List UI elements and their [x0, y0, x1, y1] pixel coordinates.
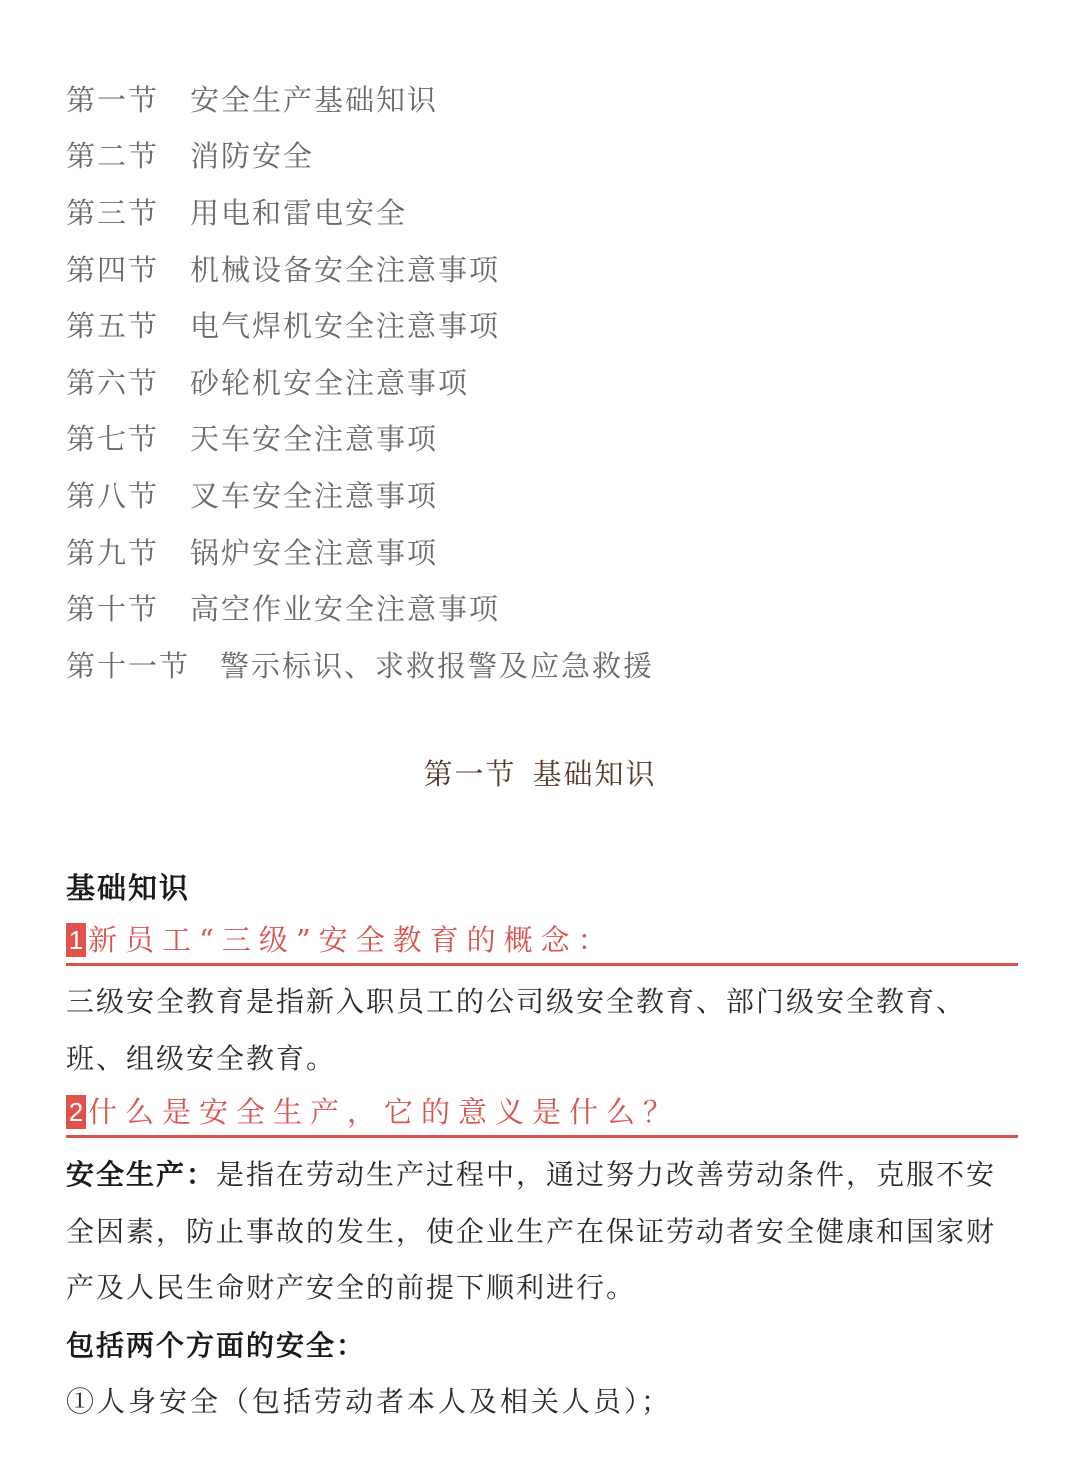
aspects-heading: 包括两个方面的安全：: [66, 1329, 367, 1362]
toc-item[interactable]: [66, 636, 654, 693]
toc-item-number: 第十节: [66, 592, 160, 627]
answer-text: 是指在劳动生产过程中，通过努力改善劳动条件，克服不安全因素，防止事故的发生，使企业生产在保证劳动者安全健康和国家财产及人民生命财产安全的前提下顺利进行。: [66, 1158, 997, 1304]
toc-item-number: 第九节: [66, 535, 160, 570]
toc-item-title: 天车安全注意事项: [190, 422, 439, 457]
toc-item[interactable]: [66, 240, 654, 297]
question-title: 新员工“三级”安全教育的概念：: [88, 923, 615, 957]
toc-item-number: 第八节: [66, 478, 160, 513]
question-number-badge: 2: [66, 1095, 86, 1129]
section-heading-number: 第一节: [423, 757, 517, 791]
toc-item-number: 第六节: [66, 365, 160, 400]
answer-label: 安全生产：: [66, 1158, 217, 1191]
toc-item[interactable]: [66, 183, 654, 240]
toc-item-title: 用电和雷电安全: [190, 195, 408, 230]
toc-item[interactable]: [66, 353, 654, 410]
toc-item-number: 第十一节: [66, 648, 191, 683]
section-heading-title: 基础知识: [532, 757, 657, 791]
toc-item-title: 警示标识、求救报警及应急救援: [220, 648, 655, 683]
toc-item-number: 第五节: [66, 309, 160, 344]
toc-item-title: 锅炉安全注意事项: [190, 535, 439, 570]
answer-paragraph-1: 三级安全教育是指新入职员工的公司级安全教育、部门级安全教育、班、组级安全教育。: [66, 985, 967, 1075]
toc-item[interactable]: [66, 466, 654, 523]
toc-item-title: 叉车安全注意事项: [190, 478, 439, 513]
toc-item[interactable]: [66, 579, 654, 636]
toc-item[interactable]: [66, 70, 654, 127]
toc-item[interactable]: [66, 523, 654, 580]
toc-item-number: 第二节: [66, 139, 160, 174]
question-heading-2: [66, 1090, 1018, 1138]
toc-item[interactable]: [66, 127, 654, 184]
toc-item-number: 第七节: [66, 422, 160, 457]
question-heading-1: [66, 918, 1018, 966]
question-number-badge: 1: [66, 923, 86, 957]
aspect-item: ①人身安全（包括劳动者本人及相关人员）；: [66, 1385, 673, 1418]
toc-item-title: 砂轮机安全注意事项: [190, 365, 470, 400]
toc-item[interactable]: [66, 296, 654, 353]
toc-item-title: 电气焊机安全注意事项: [190, 309, 501, 344]
table-of-contents: [66, 70, 654, 693]
subsection-title: 基础知识: [66, 871, 191, 905]
answer-paragraph-2: [66, 1147, 1018, 1317]
toc-item-number: 第三节: [66, 195, 160, 230]
toc-item-number: 第一节: [66, 82, 160, 117]
toc-item-title: 高空作业安全注意事项: [190, 592, 501, 627]
toc-item-title: 消防安全: [190, 139, 315, 174]
toc-item-title: 机械设备安全注意事项: [190, 252, 501, 287]
toc-item[interactable]: [66, 410, 654, 467]
toc-item-number: 第四节: [66, 252, 160, 287]
toc-item-title: 安全生产基础知识: [190, 82, 439, 117]
question-title: 什么是安全生产，它的意义是什么？: [88, 1095, 681, 1129]
section-heading: [0, 752, 1080, 793]
